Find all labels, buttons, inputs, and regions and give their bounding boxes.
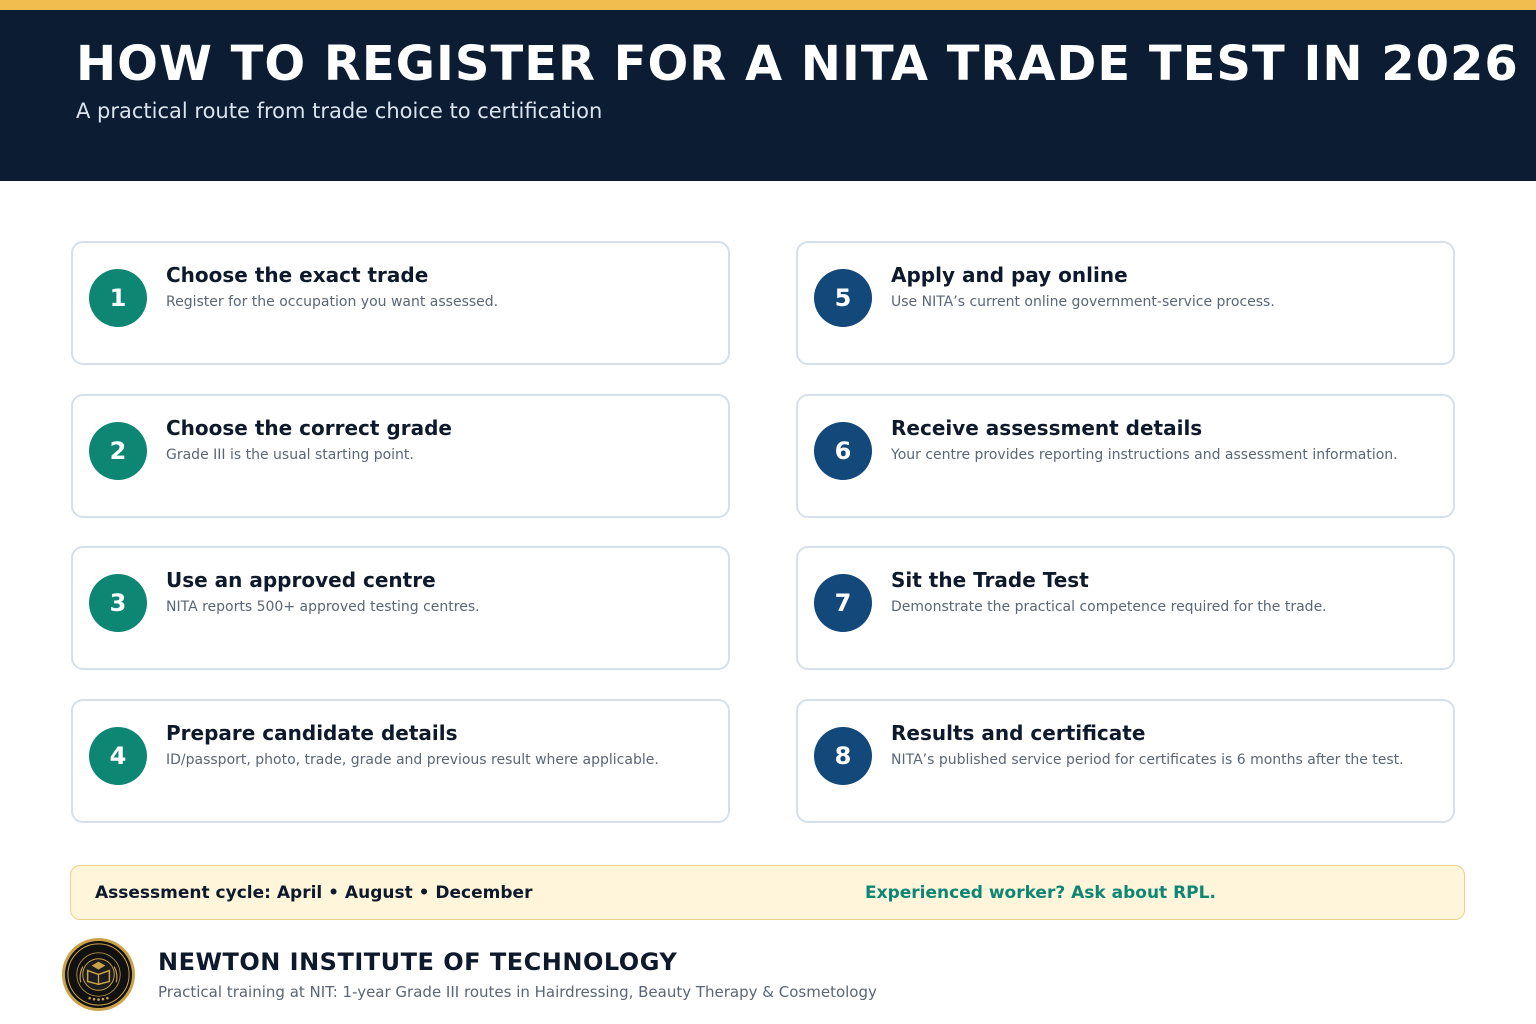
step-card-1 — [71, 241, 730, 365]
step-description: Use NITA’s current online government-service process. — [891, 294, 1275, 310]
step-card-2 — [71, 394, 730, 518]
step-title: Sit the Trade Test — [891, 568, 1089, 592]
page-title: HOW TO REGISTER FOR A NITA TRADE TEST IN 2026 — [76, 36, 1519, 92]
assessment-cycle-text: Assessment cycle: April • August • December — [95, 883, 533, 903]
page-subtitle: A practical route from trade choice to certification — [76, 99, 603, 123]
step-card-5 — [796, 241, 1455, 365]
step-number-badge: 6 — [814, 422, 872, 480]
step-card-4 — [71, 699, 730, 823]
assessment-info-bar — [70, 865, 1465, 920]
step-title: Choose the exact trade — [166, 263, 429, 287]
institute-seal-icon — [61, 937, 136, 1012]
institution-name: NEWTON INSTITUTE OF TECHNOLOGY — [158, 948, 678, 976]
step-description: Demonstrate the practical competence required for the trade. — [891, 599, 1327, 615]
step-description: Grade III is the usual starting point. — [166, 447, 414, 463]
step-description: ID/passport, photo, trade, grade and previous result where applicable. — [166, 752, 659, 768]
step-title: Prepare candidate details — [166, 721, 458, 745]
step-number-badge: 5 — [814, 269, 872, 327]
step-description: NITA reports 500+ approved testing centres. — [166, 599, 480, 615]
step-description: Your centre provides reporting instructions and assessment information. — [891, 447, 1398, 463]
step-description: Register for the occupation you want assessed. — [166, 294, 499, 310]
step-title: Results and certificate — [891, 721, 1146, 745]
step-card-3 — [71, 546, 730, 670]
step-description: NITA’s published service period for certificates is 6 months after the test. — [891, 752, 1404, 768]
step-title: Use an approved centre — [166, 568, 436, 592]
rpl-callout: Experienced worker? Ask about RPL. — [865, 883, 1216, 903]
step-number-badge: 7 — [814, 574, 872, 632]
step-card-8 — [796, 699, 1455, 823]
step-card-7 — [796, 546, 1455, 670]
step-number-badge: 2 — [89, 422, 147, 480]
institution-tagline: Practical training at NIT: 1-year Grade III routes in Hairdressing, Beauty Therapy & Cosmetology — [158, 983, 877, 1001]
step-title: Apply and pay online — [891, 263, 1128, 287]
step-card-6 — [796, 394, 1455, 518]
step-number-badge: 3 — [89, 574, 147, 632]
step-number-badge: 1 — [89, 269, 147, 327]
step-title: Receive assessment details — [891, 416, 1203, 440]
top-accent-stripe — [0, 0, 1536, 10]
step-number-badge: 8 — [814, 727, 872, 785]
step-number-badge: 4 — [89, 727, 147, 785]
step-title: Choose the correct grade — [166, 416, 452, 440]
